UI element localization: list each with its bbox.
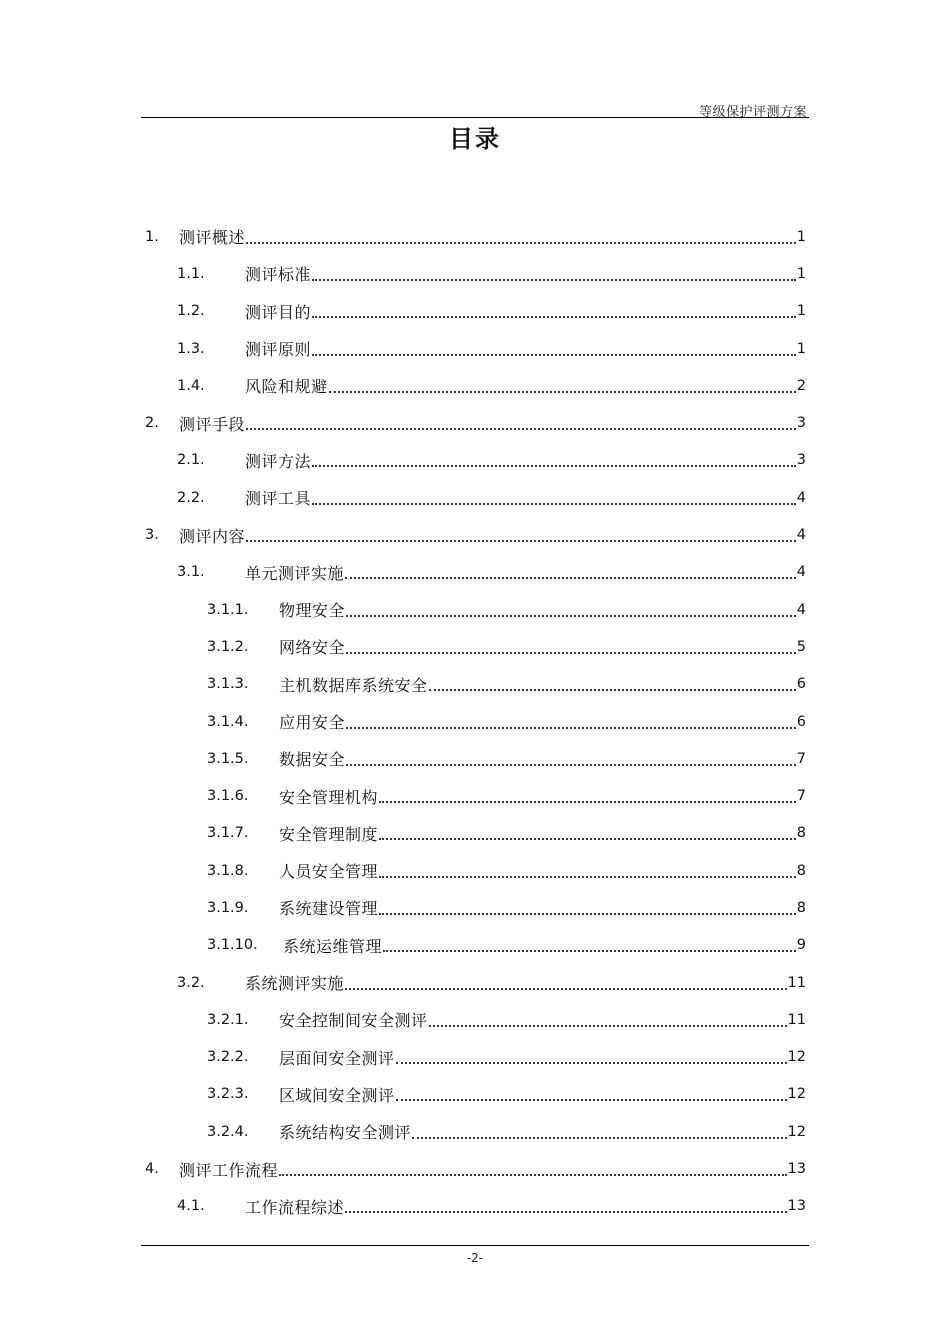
dot-leader [346,727,796,729]
toc-entry-number: 3.1.7. [207,825,249,842]
toc-entry[interactable] [145,554,806,591]
toc-entry-number: 3.1.5. [207,750,249,767]
toc-entry-label: 测评标准 [245,265,312,285]
toc-entry-number: 3.2. [177,974,205,991]
toc-entry[interactable] [145,889,806,926]
toc-entry-label: 层面间安全测评 [279,1048,395,1068]
dot-leader [246,428,796,430]
toc-entry[interactable] [145,218,806,255]
dot-leader [312,279,796,281]
toc-entry[interactable] [145,666,806,703]
toc-entry-page: 12 [787,1049,806,1066]
dot-leader [396,1099,787,1101]
toc-entry[interactable] [145,516,806,553]
toc-entry-page: 5 [796,638,806,655]
toc-entry-page: 11 [787,974,806,991]
page-number: -2- [466,1251,484,1265]
dot-leader [312,465,796,467]
toc-entry-page: 11 [787,1011,806,1028]
toc-entry-number: 2. [145,415,159,432]
toc-entry-page: 12 [787,1123,806,1140]
toc-entry[interactable] [145,740,806,777]
toc-entry-number: 2.2. [177,489,205,506]
toc-entry-page: 3 [796,452,806,469]
toc-entry[interactable] [145,479,806,516]
toc-entry-page: 1 [796,265,806,282]
toc-entry-label: 系统结构安全测评 [279,1123,412,1143]
toc-entry[interactable] [145,927,806,964]
toc-entry[interactable] [145,703,806,740]
toc-entry-label: 网络安全 [279,638,346,658]
toc-entry-page: 7 [796,750,806,767]
toc-entry-number: 3.1.1. [207,601,249,618]
toc-entry[interactable] [145,1076,806,1113]
toc-entry-label: 测评概述 [179,228,246,248]
toc-entry-label: 测评工作流程 [179,1160,279,1180]
toc-entry[interactable] [145,628,806,665]
toc-entry-page: 4 [796,564,806,581]
header-rule [141,117,809,118]
toc-entry-number: 3.2.4. [207,1123,249,1140]
toc-entry-page: 4 [796,527,806,544]
toc-entry-label: 风险和规避 [245,377,328,397]
toc-entry[interactable] [145,1113,806,1150]
toc-entry-number: 1. [145,228,159,245]
toc-entry[interactable] [145,442,806,479]
toc-entry-label: 工作流程综述 [245,1197,345,1217]
toc-entry[interactable] [145,1188,806,1225]
dot-leader [429,1025,787,1027]
table-of-contents [145,218,806,1225]
toc-entry-page: 1 [796,303,806,320]
toc-entry[interactable] [145,964,806,1001]
toc-entry-number: 3.2.1. [207,1011,249,1028]
toc-entry[interactable] [145,852,806,889]
toc-entry-page: 6 [796,713,806,730]
toc-entry[interactable] [145,330,806,367]
toc-entry-label: 安全控制间安全测评 [279,1011,428,1031]
footer-rule [141,1245,809,1246]
toc-entry-label: 单元测评实施 [245,563,345,583]
dot-leader [379,801,796,803]
toc-entry[interactable] [145,815,806,852]
dot-leader [279,1174,787,1176]
toc-entry-label: 测评方法 [245,451,312,471]
toc-entry-number: 4. [145,1161,159,1178]
toc-entry[interactable] [145,404,806,441]
dot-leader [312,503,796,505]
toc-entry-page: 1 [796,228,806,245]
dot-leader [329,391,796,393]
toc-title: 目录 [449,125,501,153]
toc-entry-page: 12 [787,1086,806,1103]
dot-leader [312,316,796,318]
toc-entry-label: 安全管理制度 [279,824,379,844]
dot-leader [345,988,787,990]
toc-entry-label: 测评内容 [179,526,246,546]
toc-entry-page: 7 [796,788,806,805]
toc-entry-label: 区域间安全测评 [279,1085,395,1105]
toc-entry-page: 3 [796,415,806,432]
dot-leader [345,1211,787,1213]
toc-entry-number: 3.2.2. [207,1049,249,1066]
toc-entry-page: 9 [796,937,806,954]
toc-entry-label: 数据安全 [279,750,346,770]
running-header: 等级保护评测方案 [698,105,807,120]
toc-entry-label: 测评目的 [245,302,312,322]
toc-entry-number: 3.1.9. [207,899,249,916]
dot-leader [346,652,796,654]
toc-entry-label: 测评工具 [245,489,312,509]
dot-leader [412,1137,787,1139]
toc-entry-page: 13 [787,1198,806,1215]
toc-entry-label: 人员安全管理 [279,862,379,882]
dot-leader [429,689,796,691]
toc-entry-label: 系统建设管理 [279,899,379,919]
toc-entry-page: 4 [796,489,806,506]
toc-entry[interactable] [145,1001,806,1038]
toc-entry-number: 1.4. [177,377,205,394]
dot-leader [346,615,796,617]
toc-entry[interactable] [145,1039,806,1076]
toc-entry-page: 13 [787,1161,806,1178]
toc-entry-number: 3.2.3. [207,1086,249,1103]
toc-entry-label: 系统测评实施 [245,974,345,994]
dot-leader [346,764,796,766]
dot-leader [383,950,796,952]
dot-leader [379,876,796,878]
toc-entry-page: 1 [796,340,806,357]
dot-leader [246,242,796,244]
toc-entry[interactable] [145,1150,806,1187]
toc-entry-number: 3.1.2. [207,638,249,655]
toc-entry-label: 物理安全 [279,601,346,621]
dot-leader [312,354,796,356]
dot-leader [379,913,796,915]
toc-entry-number: 3.1.8. [207,862,249,879]
toc-entry-label: 应用安全 [279,713,346,732]
toc-entry-number: 3.1.4. [207,713,249,730]
toc-entry-number: 2.1. [177,452,205,469]
toc-entry-label: 测评手段 [179,414,246,434]
toc-entry-label: 系统运维管理 [283,936,383,956]
toc-entry[interactable] [145,591,806,628]
toc-entry-page: 8 [796,862,806,879]
dot-leader [345,577,796,579]
dot-leader [379,838,796,840]
toc-entry-number: 3.1.6. [207,788,249,805]
toc-entry[interactable] [145,255,806,292]
toc-entry-label: 主机数据库系统安全 [279,675,428,695]
dot-leader [396,1062,787,1064]
toc-entry-number: 3. [145,527,159,544]
toc-entry-number: 1.2. [177,303,205,320]
toc-entry-number: 1.1. [177,265,205,282]
toc-entry-number: 1.3. [177,340,205,357]
toc-entry-page: 6 [796,676,806,693]
toc-entry-page: 4 [796,601,806,618]
dot-leader [246,540,796,542]
toc-entry-number: 3.1.10. [207,937,258,954]
toc-entry[interactable] [145,777,806,814]
toc-entry-label: 测评原则 [245,340,312,360]
toc-entry-number: 4.1. [177,1198,205,1215]
toc-entry[interactable] [145,293,806,330]
toc-entry-page: 8 [796,825,806,842]
toc-entry-page: 8 [796,899,806,916]
toc-entry-page: 2 [796,377,806,394]
toc-entry-label: 安全管理机构 [279,787,379,807]
toc-entry-number: 3.1.3. [207,676,249,693]
toc-entry-number: 3.1. [177,564,205,581]
toc-entry[interactable] [145,367,806,404]
